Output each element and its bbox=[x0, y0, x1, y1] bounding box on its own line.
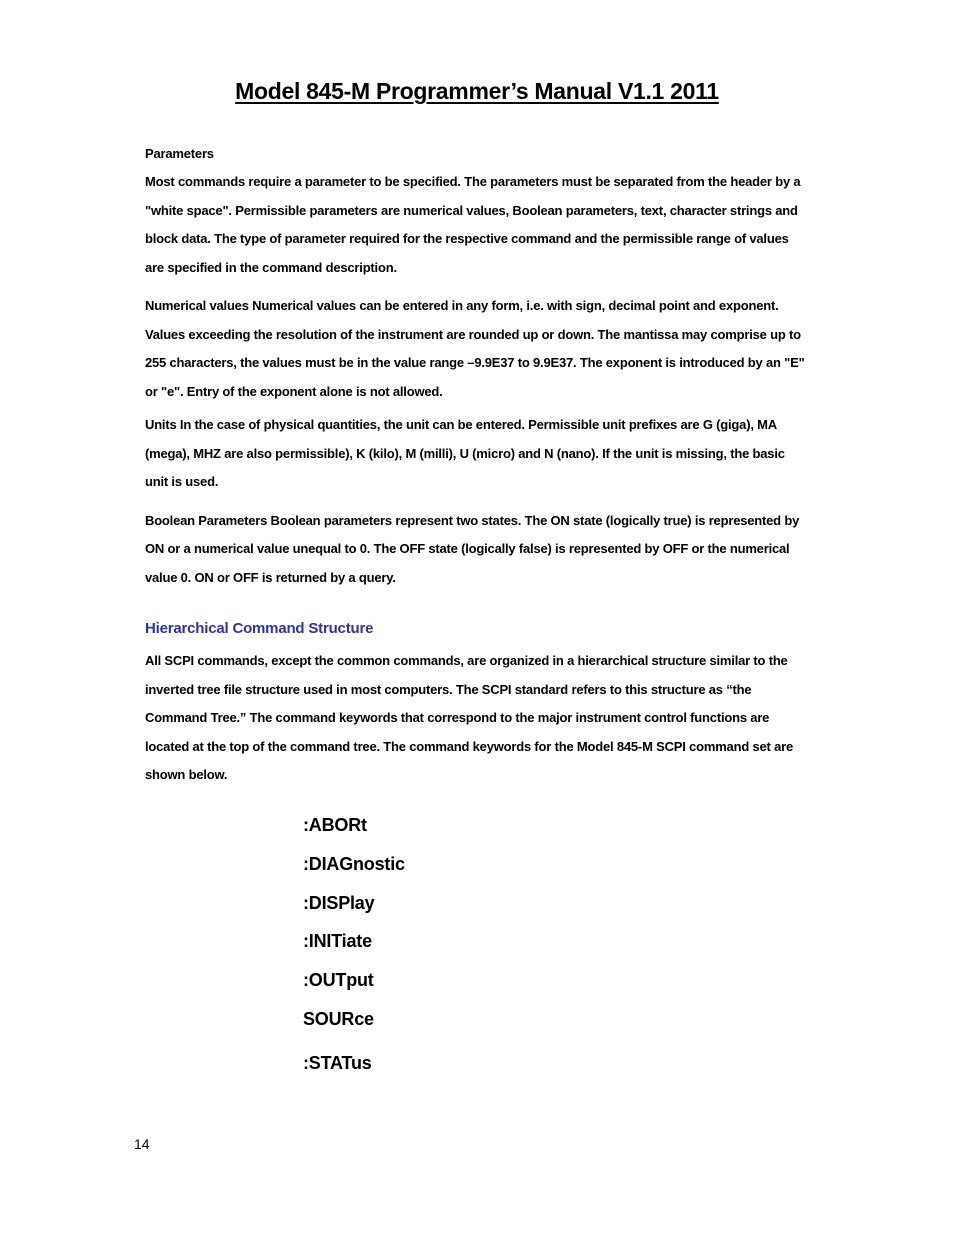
command-item-abort: :ABORt bbox=[303, 815, 367, 835]
page-number: 14 bbox=[134, 1136, 150, 1152]
command-item-display: :DISPlay bbox=[303, 892, 375, 913]
command-item-diagnostic: :DIAGnostic bbox=[303, 853, 405, 874]
command-item-status: :STATus bbox=[303, 1052, 372, 1073]
boolean-parameters-paragraph: Boolean Parameters Boolean parameters represent two states. The ON state (logically true) is represented by ON or a numerical value unequal to 0. The OFF state (logically false) is represented by OFF or the numerical value 0. ON or OFF is returned by a query. bbox=[145, 512, 800, 585]
units-paragraph: Units In the case of physical quantities, the unit can be entered. Permissible unit prefixes are G (giga), MA (mega), MHZ are also permissible), K (kilo), M (milli), U (micro) and N (nano). If the unit is missing, the basic unit is used. bbox=[145, 417, 785, 489]
command-item-output: :OUTput bbox=[303, 970, 374, 991]
command-item-source: SOURce bbox=[303, 1008, 374, 1029]
parameters-label: Parameters bbox=[145, 146, 214, 161]
numerical-values-paragraph: Numerical values Numerical values can be entered in any form, i.e. with sign, decimal point and exponent. Values exceeding the resolution of the instrument are rounded up or down. The mantissa may comprise up to 255 characters, the values must be in the value range –9.9E37 to 9.9E37. The exponent is introduced by an "E" or "e". Entry of the exponent alone is not allowed. bbox=[145, 298, 805, 399]
body-content bbox=[145, 140, 805, 790]
command-list bbox=[303, 808, 405, 1085]
parameters-paragraph: Most commands require a parameter to be specified. The parameters must be separated from the header by a "white space". Permissible parameters are numerical values, Boolean parameters, text, character strings and block data. The type of parameter required for the respective command and the permissible range of values are specified in the command description. bbox=[145, 174, 801, 275]
hierarchical-paragraph: All SCPI commands, except the common commands, are organized in a hierarchical structure similar to the inverted tree file structure used in most computers. The SCPI standard refers to this structure as “the Command Tree.” The command keywords that correspond to the major instrument control functions are located at the top of the command tree. The command keywords for the Model 845-M SCPI command set are shown below. bbox=[145, 653, 793, 782]
command-item-initiate: :INITiate bbox=[303, 931, 372, 952]
hierarchical-heading: Hierarchical Command Structure bbox=[145, 620, 374, 637]
page-title: Model 845-M Programmer’s Manual V1.1 2011 bbox=[235, 78, 719, 104]
